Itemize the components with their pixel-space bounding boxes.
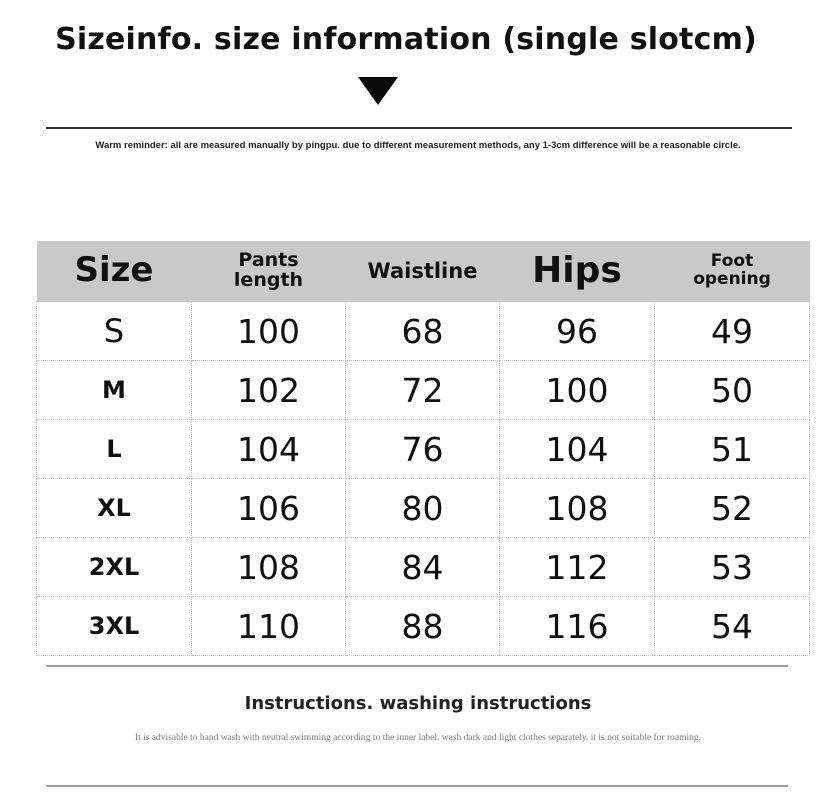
table-row [37,302,810,361]
pants-length-cell: 110 [192,597,346,656]
middle-divider [46,665,788,667]
header-foot-opening-line2: opening [693,269,771,289]
pants-length-cell: 106 [192,479,346,538]
hips-cell: 104 [500,420,655,479]
waistline-cell: 88 [346,597,500,656]
size-cell: 3XL [37,597,192,656]
foot-opening-cell: 49 [655,302,810,361]
waistline-cell: 84 [346,538,500,597]
table-row [37,361,810,420]
pants-length-cell: 100 [192,302,346,361]
table-header-row [37,241,810,302]
header-hips-label: Hips [532,250,622,292]
header-foot-opening [655,241,810,302]
warm-reminder-text: Warm reminder: all are measured manually by pingpu. due to different measurement methods, any 1-3cm difference will be a reasonable circle. [95,140,741,151]
header-pants-length-line1: Pants [238,249,299,272]
table-row [37,538,810,597]
header-pants-length-line2: length [233,269,304,291]
header-size [37,241,192,302]
size-cell: L [37,420,192,479]
hips-cell: 116 [500,597,655,656]
header-waistline [346,241,500,302]
table-row [37,597,810,656]
washing-instructions-title: Instructions. washing instructions [244,693,592,714]
foot-opening-cell: 52 [655,479,810,538]
table-row [37,479,810,538]
waistline-cell: 72 [346,361,500,420]
pants-length-cell: 104 [192,420,346,479]
header-waistline-label: Waistline [367,258,478,283]
size-cell: S [37,302,192,361]
hips-cell: 100 [500,361,655,420]
foot-opening-cell: 54 [655,597,810,656]
table-row [37,420,810,479]
size-cell: 2XL [37,538,192,597]
header-hips [500,241,655,302]
header-size-label: Size [74,250,154,291]
hips-cell: 96 [500,302,655,361]
bottom-divider [46,785,788,787]
page-title: Sizeinfo. size information (single slotcm) [55,22,757,57]
hips-cell: 108 [500,479,655,538]
foot-opening-cell: 50 [655,361,810,420]
waistline-cell: 80 [346,479,500,538]
pants-length-cell: 108 [192,538,346,597]
size-table [36,241,810,656]
waistline-cell: 68 [346,302,500,361]
header-pants-length [192,241,346,302]
header-foot-opening-line1: Foot [710,251,754,272]
top-divider [46,127,792,129]
pants-length-cell: 102 [192,361,346,420]
size-cell: M [37,361,192,420]
washing-instructions-text: It is advisable to hand wash with neutral swimming according to the inner label. wash dark and light clothes separately. it is not suitable for roaming. [134,733,702,743]
foot-opening-cell: 51 [655,420,810,479]
size-cell: XL [37,479,192,538]
hips-cell: 112 [500,538,655,597]
waistline-cell: 76 [346,420,500,479]
foot-opening-cell: 53 [655,538,810,597]
down-arrow-icon [358,77,398,105]
